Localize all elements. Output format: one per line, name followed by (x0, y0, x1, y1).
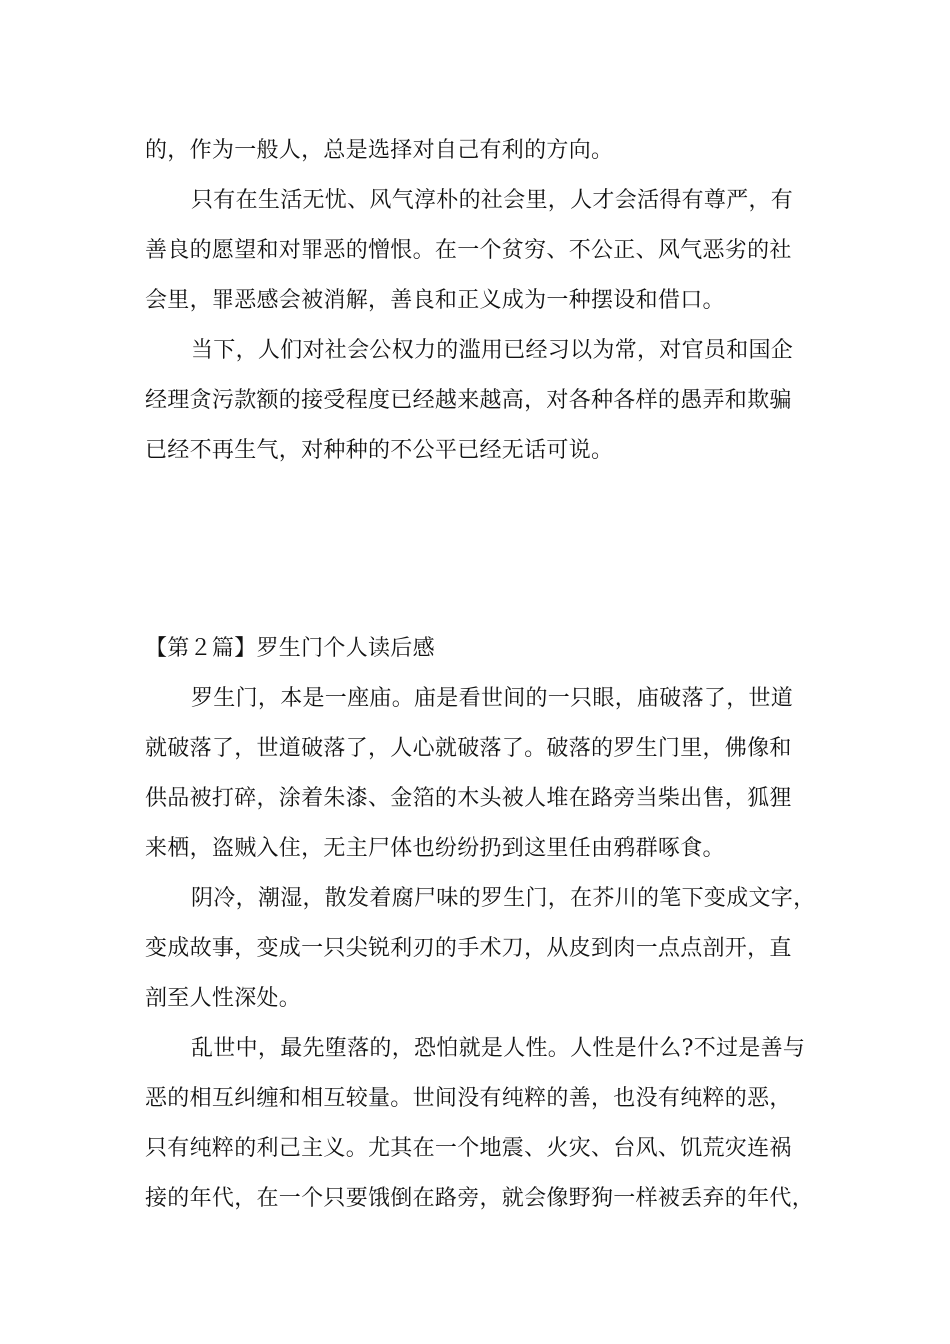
text-line: 阴冷，潮湿，散发着腐尸味的罗生门，在芥川的笔下变成文字， (191, 886, 816, 911)
text-line: 当下，人们对社会公权力的滥用已经习以为常，对官员和国企 (191, 338, 794, 363)
text-line: 只有纯粹的利己主义。尤其在一个地震、火灾、台风、饥荒灾连祸 (145, 1136, 792, 1161)
text-line: 会里，罪恶感会被消解，善良和正义成为一种摆设和借口。 (145, 288, 725, 313)
text-line: 恶的相互纠缠和相互较量。世间没有纯粹的善，也没有纯粹的恶， (145, 1086, 792, 1111)
section-heading: 【第２篇】罗生门个人读后感 (145, 636, 435, 661)
text-line: 经理贪污款额的接受程度已经越来越高，对各种各样的愚弄和欺骗 (145, 388, 792, 413)
text-line: 供品被打碎，涂着朱漆、金箔的木头被人堆在路旁当柴出售，狐狸 (145, 786, 792, 811)
text-line: 接的年代，在一个只要饿倒在路旁，就会像野狗一样被丢弃的年代， (145, 1186, 815, 1211)
text-line: 罗生门，本是一座庙。庙是看世间的一只眼，庙破落了，世道 (191, 686, 794, 711)
text-line: 只有在生活无忧、风气淳朴的社会里，人才会活得有尊严，有 (191, 188, 794, 213)
text-line: 已经不再生气，对种种的不公平已经无话可说。 (145, 438, 614, 463)
text-line: 乱世中，最先堕落的，恐怕就是人性。人性是什么?不过是善与 (191, 1036, 806, 1061)
text-line: 的，作为一般人，总是选择对自己有利的方向。 (145, 138, 614, 163)
text-line: 来栖，盗贼入住，无主尸体也纷纷扔到这里任由鸦群啄食。 (145, 836, 725, 861)
text-line: 剖至人性深处。 (145, 986, 302, 1011)
text-line: 变成故事，变成一只尖锐利刃的手术刀，从皮到肉一点点剖开，直 (145, 936, 792, 961)
text-line: 就破落了，世道破落了，人心就破落了。破落的罗生门里，佛像和 (145, 736, 792, 761)
text-line: 善良的愿望和对罪恶的憎恨。在一个贫穷、不公正、风气恶劣的社 (145, 238, 792, 263)
